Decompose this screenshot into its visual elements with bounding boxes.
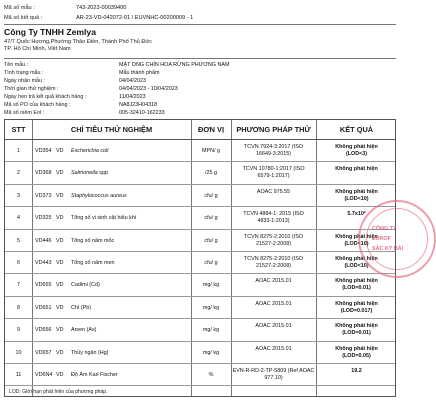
sample-code-value: 743-2023-00039400 <box>76 5 127 11</box>
row-unit: mg/ kg <box>202 327 220 334</box>
table-row <box>5 342 395 364</box>
row-stt: 4 <box>17 215 20 222</box>
row-method-line-1: TCVN 8275-2:2010 (ISO <box>243 256 304 262</box>
row-result-line-1: Không phát hiện <box>335 278 378 285</box>
row-result-line-2: (LOD<3) <box>345 151 368 157</box>
due-date-label: Ngày hẹn trả kết quả khách hàng : <box>4 94 87 100</box>
row-code: VD325 <box>35 215 52 222</box>
row-result-line-1: Không phát hiện <box>335 188 378 195</box>
header-result: KẾT QUẢ <box>339 125 374 134</box>
row-unit: mg/ kg <box>202 304 220 311</box>
row-criteria: Chì (Pb) <box>71 304 92 311</box>
row-result-line-1: Không phát hiện <box>335 300 378 307</box>
row-code: VD354 <box>35 148 52 154</box>
test-period-value: 04/04/2023 - 10/04/2023 <box>119 86 178 92</box>
row-result-line-1: Không phát hiện <box>335 166 378 173</box>
row-stt: 6 <box>17 260 20 266</box>
row-code: VD657 <box>35 349 52 356</box>
row-method-line-2: 21527-2:2008) <box>255 263 292 269</box>
row-code: VD373 <box>35 192 52 199</box>
row-unit: cfu/ g <box>204 192 218 199</box>
row-criteria: Arsen (As) <box>71 327 97 334</box>
row-criteria: Thủy ngân (Hg) <box>71 349 109 356</box>
sample-state-label: Tình trạng mẫu : <box>4 70 44 76</box>
row-lab: VD <box>56 304 64 311</box>
row-criteria: Độ Ẩm Karl Fischer <box>71 372 118 378</box>
row-unit: cfu/ g <box>204 215 218 222</box>
row-criteria: Escherichia coli <box>71 148 109 154</box>
row-result-line-1: Không phát hiện <box>335 256 378 262</box>
sample-code-field <box>4 5 127 12</box>
received-date-value: 04/04/2023 <box>119 78 146 84</box>
row-result-line-2: (LOD<10) <box>344 240 369 247</box>
row-criteria: Cadimi (Cd) <box>71 282 100 289</box>
row-unit: cfu/ g <box>204 260 218 266</box>
test-period-label: Thời gian thử nghiệm : <box>4 86 59 92</box>
stamp-text-line-3: SÁC KÝ HẢI <box>372 246 404 252</box>
row-unit: % <box>208 372 214 378</box>
company-stamp <box>358 200 436 278</box>
row-result-line-1: 19.2 <box>351 368 362 374</box>
header-stt: STT <box>11 125 26 134</box>
row-result-line-1: Không phát hiện <box>335 144 378 150</box>
table-row <box>5 230 395 252</box>
row-method-line-1: AOAC 2015.01 <box>255 323 292 330</box>
row-stt: 5 <box>17 237 20 244</box>
row-unit: mg/ kg <box>202 349 220 356</box>
row-method-line-2: 21527-2:2008) <box>255 240 292 247</box>
table-row <box>5 319 395 341</box>
seal-code-label: Mã số niêm Eol : <box>4 110 45 116</box>
row-method-line-2: 6579-1:2017) <box>257 173 290 180</box>
row-method-line-1: AOAC 2015.01 <box>255 345 292 352</box>
table-row <box>5 252 395 274</box>
row-lab: VD <box>56 349 64 356</box>
row-stt: 1 <box>17 148 20 154</box>
row-method-line-2: 16649-3:2015) <box>255 151 292 157</box>
row-criteria: Tổng số nấm men <box>71 260 115 266</box>
row-criteria: Staphylococcus aureus <box>71 192 127 199</box>
row-method-line-1: TCVN 8275-2:2010 (ISO <box>243 233 304 240</box>
row-unit: cfu/ g <box>204 237 218 244</box>
row-criteria: Tổng số vi sinh vật hiếu khí <box>71 215 137 222</box>
row-lab: VD <box>56 260 64 266</box>
row-result-line-2: (LOD=0.01) <box>342 285 371 292</box>
company-address-line-2: TP. Hồ Chí Minh, Việt Nam <box>4 46 71 52</box>
sample-name-value: MẬT ONG CHÍN HOA RỪNG PHƯƠNG NAM <box>119 62 230 68</box>
row-method-line-1: TCVN 10780-1:2017 (ISO <box>242 166 305 173</box>
row-method-line-1: AOAC 975.55 <box>256 188 291 195</box>
row-code: VD443 <box>35 260 52 266</box>
table-row <box>5 297 395 319</box>
stamp-text-line-2: EUROF <box>372 236 391 242</box>
row-result-line-2: (LOD<10) <box>344 195 369 202</box>
table-row <box>5 274 395 296</box>
row-stt: 2 <box>17 170 20 177</box>
table-row <box>5 162 395 184</box>
row-stt: 3 <box>17 192 20 199</box>
row-lab: VD <box>56 372 64 378</box>
row-lab: VD <box>56 327 64 334</box>
row-method-line-1: TCVN 7924-3:2017 (ISO <box>243 144 304 150</box>
table-row <box>5 140 395 162</box>
seal-code-value: 005-32410-162233 <box>119 110 165 116</box>
company-name: Công Ty TNHH Zemlya <box>4 27 96 37</box>
row-method-line-1: EVN-R-RD-2-TP-5809 (Ref AOAC <box>232 368 315 374</box>
row-lab: VD <box>56 170 64 177</box>
sample-state-value: Mẫu thành phẩm <box>119 70 160 76</box>
lod-footnote: LOD: Giới hạn phát hiện của phương pháp. <box>9 388 108 395</box>
row-stt: 11 <box>15 372 22 378</box>
company-divider <box>4 58 396 59</box>
row-lab: VD <box>56 237 64 244</box>
row-stt: 10 <box>15 349 22 356</box>
table-row <box>5 185 395 207</box>
sample-code-label: Mã số mẫu : <box>4 5 35 11</box>
header-criteria: CHỈ TIÊU THỬ NGHIỆM <box>70 125 153 134</box>
result-code-label: Mã số kết quả : <box>4 15 43 21</box>
row-criteria: Tổng số nấm mốc <box>71 237 115 244</box>
row-unit: MPN/ g <box>202 148 220 154</box>
row-stt: 9 <box>17 327 20 334</box>
row-stt: 7 <box>17 282 20 289</box>
result-code-value: AR-23-VD-042072-01 / EUVNHC-00200009 - 1 <box>76 15 194 21</box>
row-method-line-2: 4833-1:2013) <box>257 218 290 225</box>
row-result-line-1: 5.7x10² <box>347 211 366 218</box>
row-code: VD446 <box>35 237 52 244</box>
row-result-line-2: (LOD=0.01) <box>342 330 371 337</box>
row-code: VD655 <box>35 282 52 289</box>
row-criteria: Salmonella spp. <box>71 170 110 177</box>
row-method-line-1: AOAC 2015.01 <box>255 300 292 307</box>
company-address-line-1: 47/7 Quốc Hương,Phường Thảo Điền, Thành Phố Thủ Đức <box>4 39 152 45</box>
row-code: VD651 <box>35 304 52 311</box>
sample-name-label: Tên mẫu : <box>4 62 29 68</box>
table-header <box>5 120 395 140</box>
row-code: VD656 <box>35 327 52 334</box>
row-unit: mg/ kg <box>202 282 220 289</box>
table-row <box>5 364 395 386</box>
due-date-value: 11/04/2023 <box>119 94 146 100</box>
received-date-label: Ngày nhận mẫu : <box>4 78 46 84</box>
header-unit: ĐƠN VỊ <box>197 125 224 134</box>
row-result-line-2: (LOD=0.05) <box>342 352 371 359</box>
row-method-line-1: AOAC 2015.01 <box>255 278 292 285</box>
result-code-field <box>4 15 194 22</box>
row-lab: VD <box>56 192 64 199</box>
results-table <box>4 119 396 397</box>
row-unit: /25 g <box>205 170 217 177</box>
header-method: PHƯƠNG PHÁP THỬ <box>236 125 311 134</box>
row-code: VD6N4 <box>35 372 53 378</box>
row-result-line-1: Không phát hiện <box>335 345 378 352</box>
row-lab: VD <box>56 282 64 289</box>
po-code-value: NA8J23H04318 <box>119 102 158 108</box>
table-row <box>5 207 395 229</box>
row-lab: VD <box>56 215 64 222</box>
row-method-line-1: TCVN 4884-1: 2015 (ISO <box>243 211 304 218</box>
po-code-label: Mã số PO của khách hàng : <box>4 102 71 108</box>
row-result-line-1: Không phát hiện <box>335 233 378 240</box>
row-method-line-2: 977.10) <box>264 375 283 381</box>
header-divider <box>4 24 396 25</box>
row-result-line-2: (LOD=0.017) <box>340 307 373 314</box>
row-code: VD368 <box>35 170 52 177</box>
stamp-text-line-1: CÔNG TY <box>372 226 397 232</box>
row-result-line-2: (LOD<10) <box>344 263 369 269</box>
row-lab: VD <box>56 148 64 154</box>
row-stt: 8 <box>17 304 20 311</box>
row-result-line-1: Không phát hiện <box>335 323 378 330</box>
